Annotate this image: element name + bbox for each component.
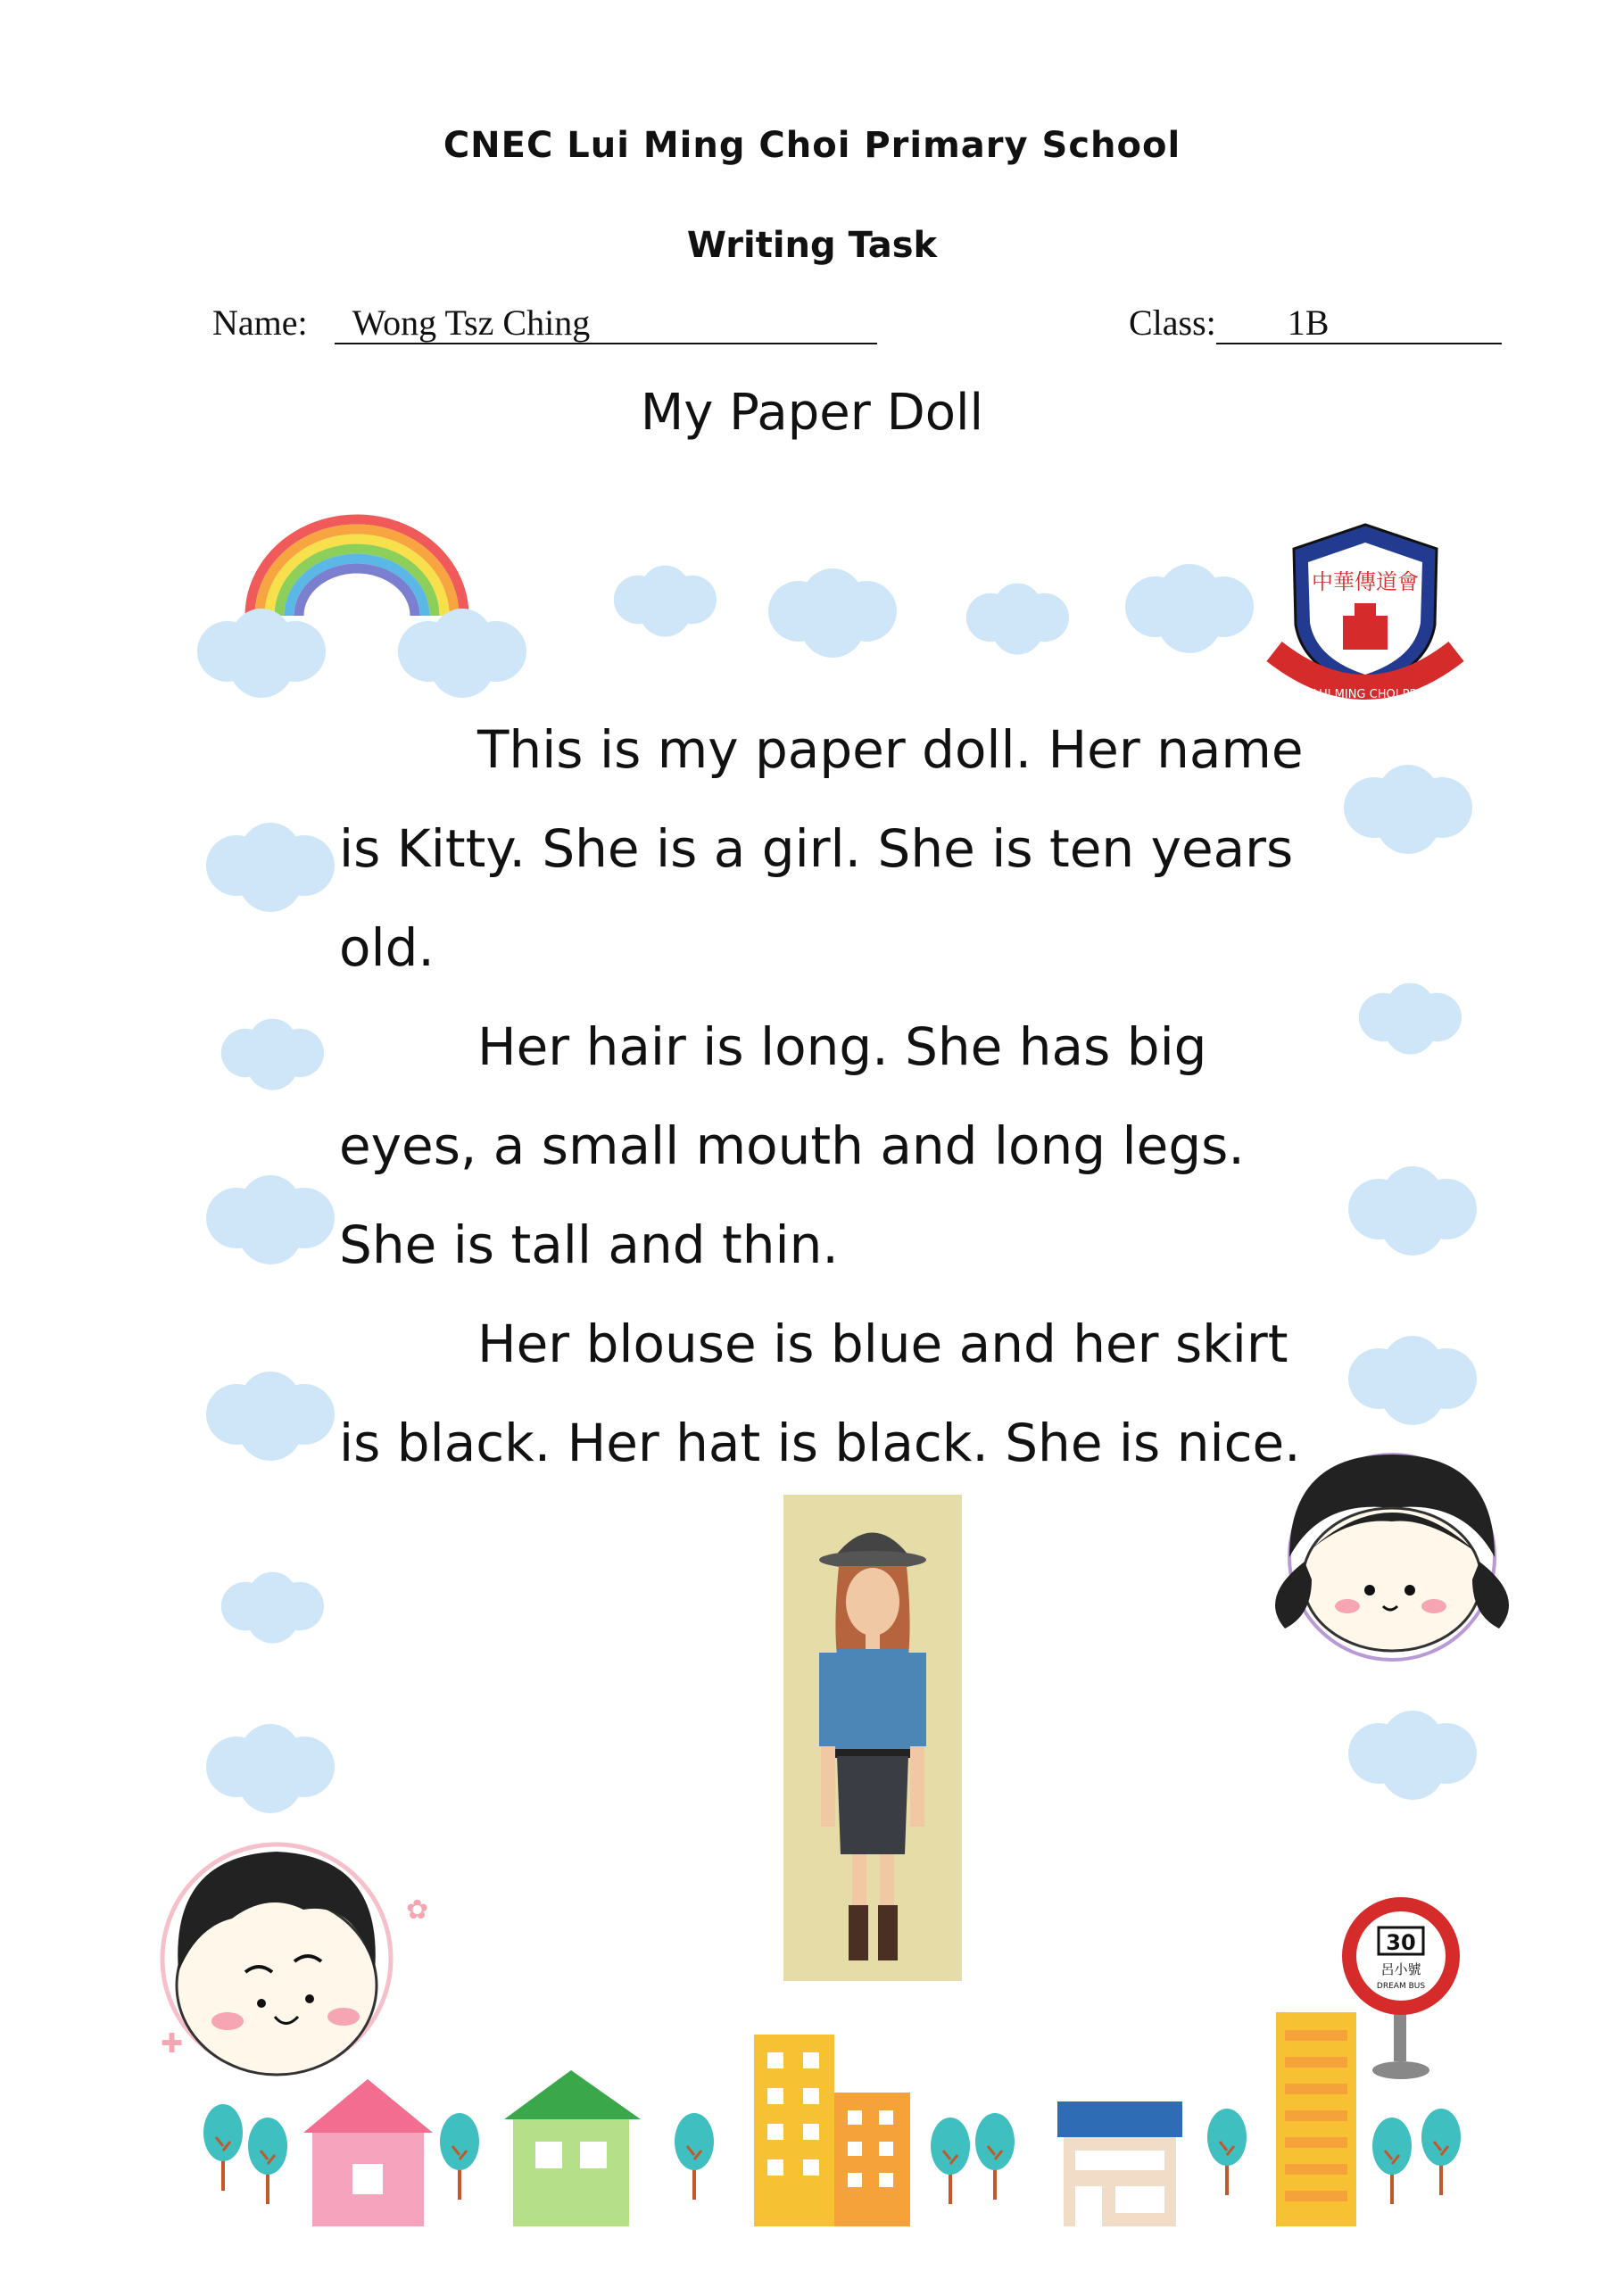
town-skyline <box>203 2012 1461 2226</box>
tree-icon <box>675 2113 714 2200</box>
class-label: Class: <box>1129 303 1216 343</box>
svg-text:✚: ✚ <box>161 2028 184 2060</box>
story-paragraph: This is my paper doll. Her name is Kitty. She is a girl. She is ten years old. <box>339 719 1304 978</box>
svg-text:中華傳道會: 中華傳道會 <box>1312 569 1419 594</box>
bus-stop-sign-icon <box>1349 1904 1453 2079</box>
building-icon <box>1276 2012 1356 2226</box>
girl-face-icon <box>1275 1455 1509 1660</box>
task-title: Writing Task <box>686 225 938 266</box>
tree-icon <box>1207 2109 1247 2195</box>
building-icon <box>754 2035 910 2226</box>
boy-face-icon <box>161 1844 428 2075</box>
school-name: CNEC Lui Ming Choi Primary School <box>443 125 1181 166</box>
name-label: Name: <box>212 303 308 343</box>
tree-icon <box>931 2113 1015 2204</box>
svg-text:DREAM BUS: DREAM BUS <box>1376 1982 1426 1991</box>
story-paragraph: Her blouse is blue and her skirt is black. Her hat is black. She is nice. <box>339 1314 1301 1473</box>
svg-text:✿: ✿ <box>406 1894 429 1926</box>
svg-text:CNEC LUI MING CHOI PRIMARY: CNEC LUI MING CHOI PRIMARY <box>1277 688 1454 701</box>
name-value: Wong Tsz Ching <box>335 303 877 344</box>
tree-icon <box>203 2104 287 2204</box>
story-paragraph: Her hair is long. She has big eyes, a small mouth and long legs. She is tall and thin. <box>339 1016 1245 1275</box>
paper-doll-photo <box>783 1495 962 1981</box>
house-icon <box>303 2079 433 2226</box>
house-icon <box>504 2070 641 2226</box>
tree-icon <box>1372 2109 1461 2204</box>
svg-text:30: 30 <box>1386 1930 1416 1955</box>
rainbow-icon <box>250 519 464 616</box>
class-value: 1B <box>1216 303 1502 344</box>
svg-text:呂小號: 呂小號 <box>1380 1961 1421 1977</box>
page-title: My Paper Doll <box>640 384 984 442</box>
tree-icon <box>440 2113 479 2200</box>
building-icon <box>1057 2101 1182 2226</box>
school-logo <box>1274 525 1456 701</box>
